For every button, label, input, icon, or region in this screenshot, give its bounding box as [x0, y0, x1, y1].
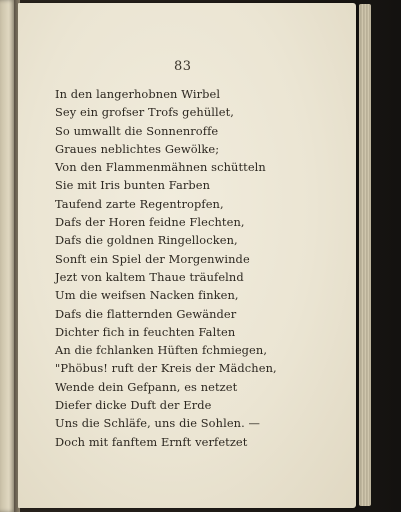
poem-line: Sonft ein Spiel der Morgenwinde [55, 251, 250, 266]
book-page [18, 3, 356, 508]
poem-line: In den langerhobnen Wirbel [55, 87, 221, 101]
poem-line: So umwallt die Sonnenroffe [55, 123, 219, 138]
poem-line: Dafs die goldnen Ringellocken, [55, 233, 238, 248]
poem-line: Dichter fich in feuchten Falten [55, 324, 236, 339]
poem-line: "Phöbus! ruft der Kreis der Mädchen, [55, 361, 277, 376]
poem-line: Dafs der Horen feidne Flechten, [55, 215, 245, 230]
poem-line: Diefer dicke Duft der Erde [55, 398, 212, 413]
poem-line: Um die weifsen Nacken finken, [55, 288, 239, 303]
poem-line: Doch mit fanftem Ernft verfetzet [55, 434, 248, 449]
poem-line: Sey ein grofser Trofs gehüllet, [55, 105, 235, 120]
poem-line: Uns die Schläfe, uns die Sohlen. — [55, 416, 261, 431]
poem-line: Taufend zarte Regentropfen, [55, 196, 224, 211]
poem-line: Sie mit Iris bunten Farben [55, 178, 211, 193]
poem-line: Jezt von kaltem Thaue träufelnd [55, 269, 244, 284]
page-stack-edges [359, 4, 371, 506]
page-number: 83 [174, 59, 192, 74]
poem-line: Von den Flammenmähnen schütteln [55, 160, 266, 175]
poem-line: Graues neblichtes Gewölke; [55, 141, 220, 156]
poem-line: Dafs die flatternden Gewänder [55, 306, 237, 321]
poem-text [55, 85, 355, 451]
poem-line: Wende dein Gefpann, es netzet [55, 379, 238, 394]
poem-line: An die fchlanken Hüften fchmiegen, [55, 343, 268, 358]
